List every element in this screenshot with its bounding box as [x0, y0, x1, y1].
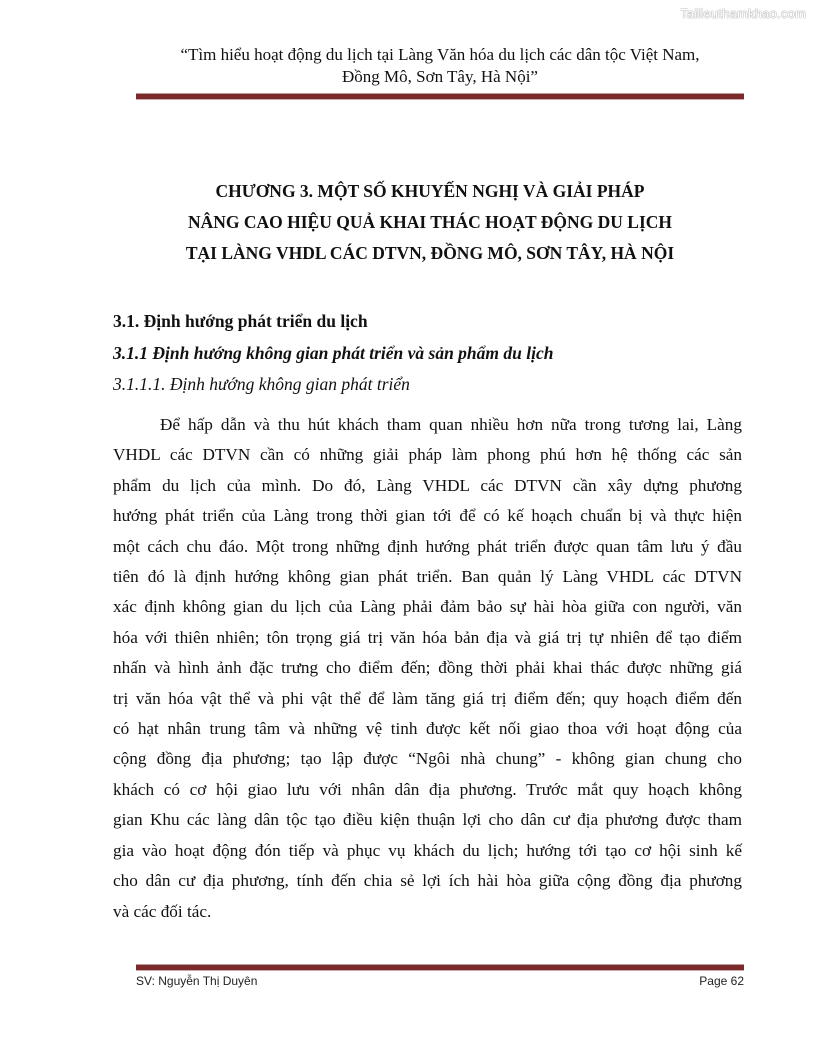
- paragraph-line: xác định không gian du lịch của Làng phải đảm bảo sự hài hòa giữa con người, văn: [113, 597, 742, 617]
- paragraph-line: có hạt nhân trung tâm và những vệ tinh được kết nối giao thoa với hoạt động của: [113, 719, 742, 739]
- paragraph-line: hướng phát triển của Làng trong thời gian tới để có kế hoạch chuẩn bị và thực hiện: [113, 506, 742, 526]
- chapter-title-line-1: CHƯƠNG 3. MỘT SỐ KHUYẾN NGHỊ VÀ GIẢI PHÁP: [215, 181, 645, 201]
- paragraph-line: và các đối tác.: [113, 901, 212, 921]
- page-number: Page 62: [699, 974, 744, 988]
- paragraph-line: Để hấp dẫn và thu hút khách tham quan nhiều hơn nữa trong tương lai, Làng: [160, 415, 742, 434]
- paragraph-line: nhấn và hình ảnh đặc trưng cho điểm đến; đồng thời phải khai thác được những giá: [113, 658, 742, 678]
- paragraph-line: trị văn hóa vật thể và phi vật thể để làm tăng giá trị điểm đến; quy hoạch điểm đến: [113, 688, 742, 708]
- running-header: [136, 44, 744, 88]
- subsection-heading: 3.1.1 Định hướng không gian phát triển và sản phẩm du lịch: [113, 343, 554, 363]
- watermark: Tailieuthamkhao.com: [680, 6, 806, 21]
- paragraph-line: khách có cơ hội giao lưu với nhân dân địa phương. Trước mắt quy hoạch không: [113, 779, 742, 799]
- paragraph-line: phẩm du lịch của mình. Do đó, Làng VHDL các DTVN cần xây dựng phương: [113, 475, 742, 495]
- body-paragraph: [113, 410, 742, 927]
- paragraph-line: cộng đồng địa phương; tạo lập được “Ngôi nhà chung” - không gian chung cho: [113, 749, 742, 769]
- subsubsection-heading: 3.1.1.1. Định hướng không gian phát triển: [113, 374, 410, 394]
- paragraph-line: gian Khu các làng dân tộc tạo điều kiện thuận lợi cho dân cư địa phương được tham: [113, 810, 742, 830]
- header-line-2: Đồng Mô, Sơn Tây, Hà Nội”: [342, 67, 538, 86]
- paragraph-line: VHDL các DTVN cần có những giải pháp làm phong phú hơn hệ thống các sản: [113, 445, 742, 465]
- section-heading: 3.1. Định hướng phát triển du lịch: [113, 311, 368, 331]
- running-footer: [136, 974, 744, 988]
- paragraph-line: cho dân cư địa phương, tính đến chia sẻ lợi ích hài hòa giữa cộng đồng địa phương: [113, 871, 742, 891]
- footer-author: SV: Nguyễn Thị Duyên: [136, 974, 258, 988]
- paragraph-line: một cách chu đáo. Một trong những định hướng phát triển được quan tâm lưu ý đầu: [113, 536, 742, 556]
- chapter-title: [110, 176, 750, 269]
- chapter-title-line-2: NÂNG CAO HIỆU QUẢ KHAI THÁC HOẠT ĐỘNG DU LỊCH: [187, 212, 673, 232]
- header-line-1: “Tìm hiểu hoạt động du lịch tại Làng Văn hóa du lịch các dân tộc Việt Nam,: [180, 45, 700, 64]
- header-rule: [136, 93, 744, 100]
- paragraph-line: tiên đó là định hướng không gian phát triển. Ban quản lý Làng VHDL các DTVN: [113, 567, 742, 587]
- footer-rule: [136, 964, 744, 971]
- paragraph-line: gia vào hoạt động đón tiếp và phục vụ khách du lịch; hướng tới tạo cơ hội sinh kế: [113, 840, 742, 860]
- chapter-title-line-3: TẠI LÀNG VHDL CÁC DTVN, ĐỒNG MÔ, SƠN TÂY, HÀ NỘI: [185, 243, 675, 263]
- paragraph-line: hóa với thiên nhiên; tôn trọng giá trị văn hóa bản địa và giá trị tự nhiên để tạo điểm: [113, 627, 742, 647]
